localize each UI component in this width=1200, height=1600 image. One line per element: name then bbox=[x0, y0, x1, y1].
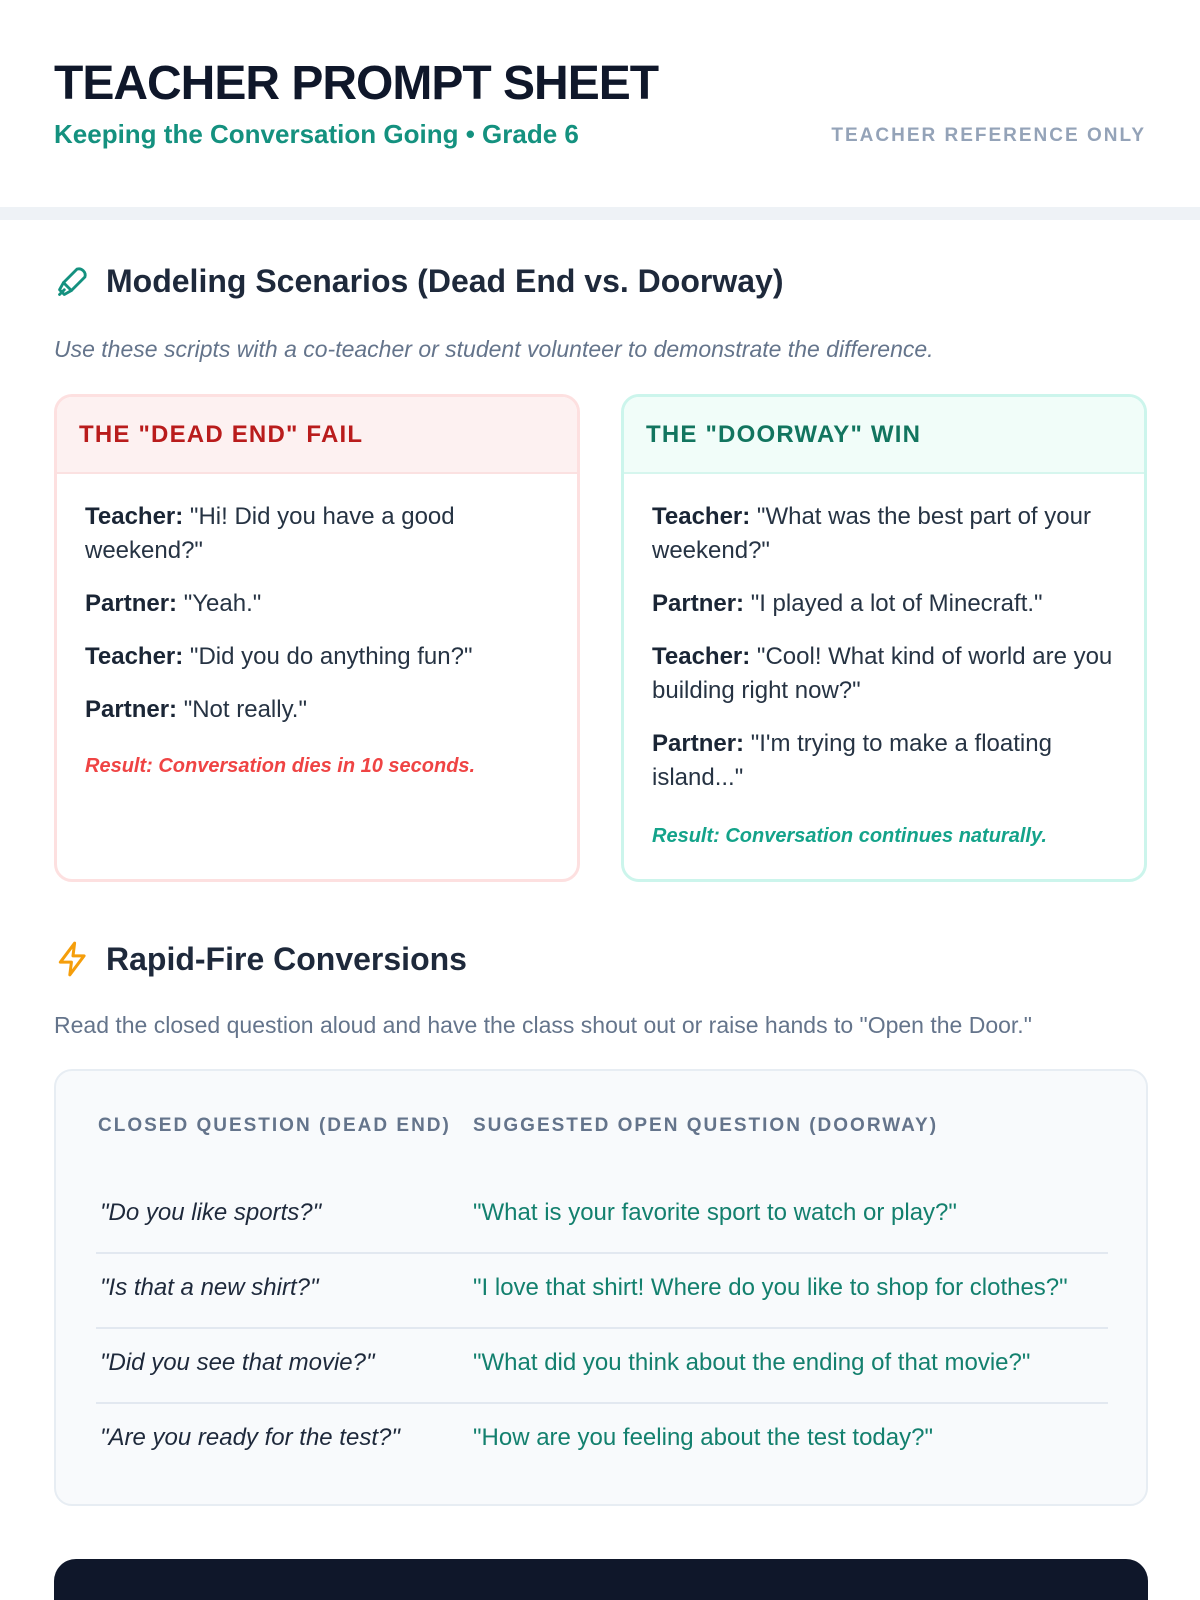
table-row bbox=[96, 1179, 1108, 1254]
closed-question: "Is that a new shirt?" bbox=[100, 1274, 319, 1301]
closed-question: "Do you like sports?" bbox=[100, 1199, 322, 1226]
reference-note: TEACHER REFERENCE ONLY bbox=[831, 125, 1146, 146]
speaker-label: Partner: bbox=[85, 590, 178, 617]
microphone-icon bbox=[54, 262, 92, 300]
open-question: "How are you feeling about the test today?" bbox=[473, 1424, 933, 1451]
rapid-fire-section-title bbox=[54, 940, 467, 978]
rapid-fire-intro: Read the closed question aloud and have the class shout out or raise hands to "Open the Door." bbox=[54, 1012, 1032, 1038]
page-subtitle: Keeping the Conversation Going • Grade 6 bbox=[54, 119, 579, 149]
conversion-table bbox=[54, 1069, 1148, 1506]
open-question: "What is your favorite sport to watch or play?" bbox=[473, 1199, 957, 1226]
dead-end-card bbox=[54, 394, 580, 882]
modeling-section-label: Modeling Scenarios (Dead End vs. Doorway) bbox=[106, 262, 784, 299]
speaker-label: Teacher: bbox=[652, 643, 751, 670]
table-row bbox=[96, 1254, 1108, 1329]
dialogue-text: "I'm trying to make a floating island..." bbox=[652, 730, 1052, 791]
open-question: "I love that shirt! Where do you like to shop for clothes?" bbox=[473, 1274, 1068, 1301]
dead-end-card-heading: THE "DEAD END" FAIL bbox=[57, 397, 577, 474]
doorway-result: Result: Conversation continues naturally. bbox=[652, 825, 1047, 847]
closed-question: "Are you ready for the test?" bbox=[100, 1424, 400, 1451]
speaker-label: Teacher: bbox=[85, 503, 184, 530]
column-header-closed: CLOSED QUESTION (DEAD END) bbox=[98, 1115, 451, 1136]
column-header-open: SUGGESTED OPEN QUESTION (DOORWAY) bbox=[473, 1115, 939, 1136]
dialogue-text: "I played a lot of Minecraft." bbox=[744, 590, 1043, 617]
dialogue-line bbox=[85, 500, 549, 568]
dialogue-text: "Yeah." bbox=[177, 590, 262, 617]
modeling-section-title bbox=[54, 262, 783, 300]
dialogue-text: "Not really." bbox=[177, 696, 307, 723]
dialogue-line bbox=[85, 693, 549, 727]
dialogue-line bbox=[85, 587, 549, 621]
footer-banner bbox=[54, 1559, 1148, 1600]
table-row bbox=[96, 1329, 1108, 1404]
dialogue-text: "Hi! Did you have a good weekend?" bbox=[85, 503, 455, 564]
page-header bbox=[0, 0, 1200, 208]
dialogue-text: "What was the best part of your weekend?" bbox=[652, 503, 1091, 564]
dialogue-line bbox=[652, 727, 1116, 795]
speaker-label: Teacher: bbox=[85, 643, 184, 670]
speaker-label: Teacher: bbox=[652, 503, 751, 530]
doorway-card bbox=[621, 394, 1147, 882]
dialogue-line bbox=[85, 640, 549, 674]
page-title: TEACHER PROMPT SHEET bbox=[54, 57, 659, 110]
table-row bbox=[96, 1404, 1108, 1479]
rapid-fire-section-label: Rapid-Fire Conversions bbox=[106, 940, 467, 977]
dialogue-text: "Cool! What kind of world are you building right now?" bbox=[652, 643, 1113, 704]
doorway-card-heading: THE "DOORWAY" WIN bbox=[624, 397, 1144, 474]
speaker-label: Partner: bbox=[652, 590, 745, 617]
header-divider bbox=[0, 207, 1200, 220]
speaker-label: Partner: bbox=[652, 730, 745, 757]
dialogue-line bbox=[652, 640, 1116, 708]
dialogue-text: "Did you do anything fun?" bbox=[183, 643, 473, 670]
lightning-bolt-icon bbox=[54, 940, 92, 978]
modeling-intro: Use these scripts with a co-teacher or student volunteer to demonstrate the difference. bbox=[54, 336, 934, 362]
dead-end-result: Result: Conversation dies in 10 seconds. bbox=[85, 755, 476, 777]
dialogue-line bbox=[652, 587, 1116, 621]
open-question: "What did you think about the ending of that movie?" bbox=[473, 1349, 1031, 1376]
speaker-label: Partner: bbox=[85, 696, 178, 723]
closed-question: "Did you see that movie?" bbox=[100, 1349, 375, 1376]
dialogue-line bbox=[652, 500, 1116, 568]
